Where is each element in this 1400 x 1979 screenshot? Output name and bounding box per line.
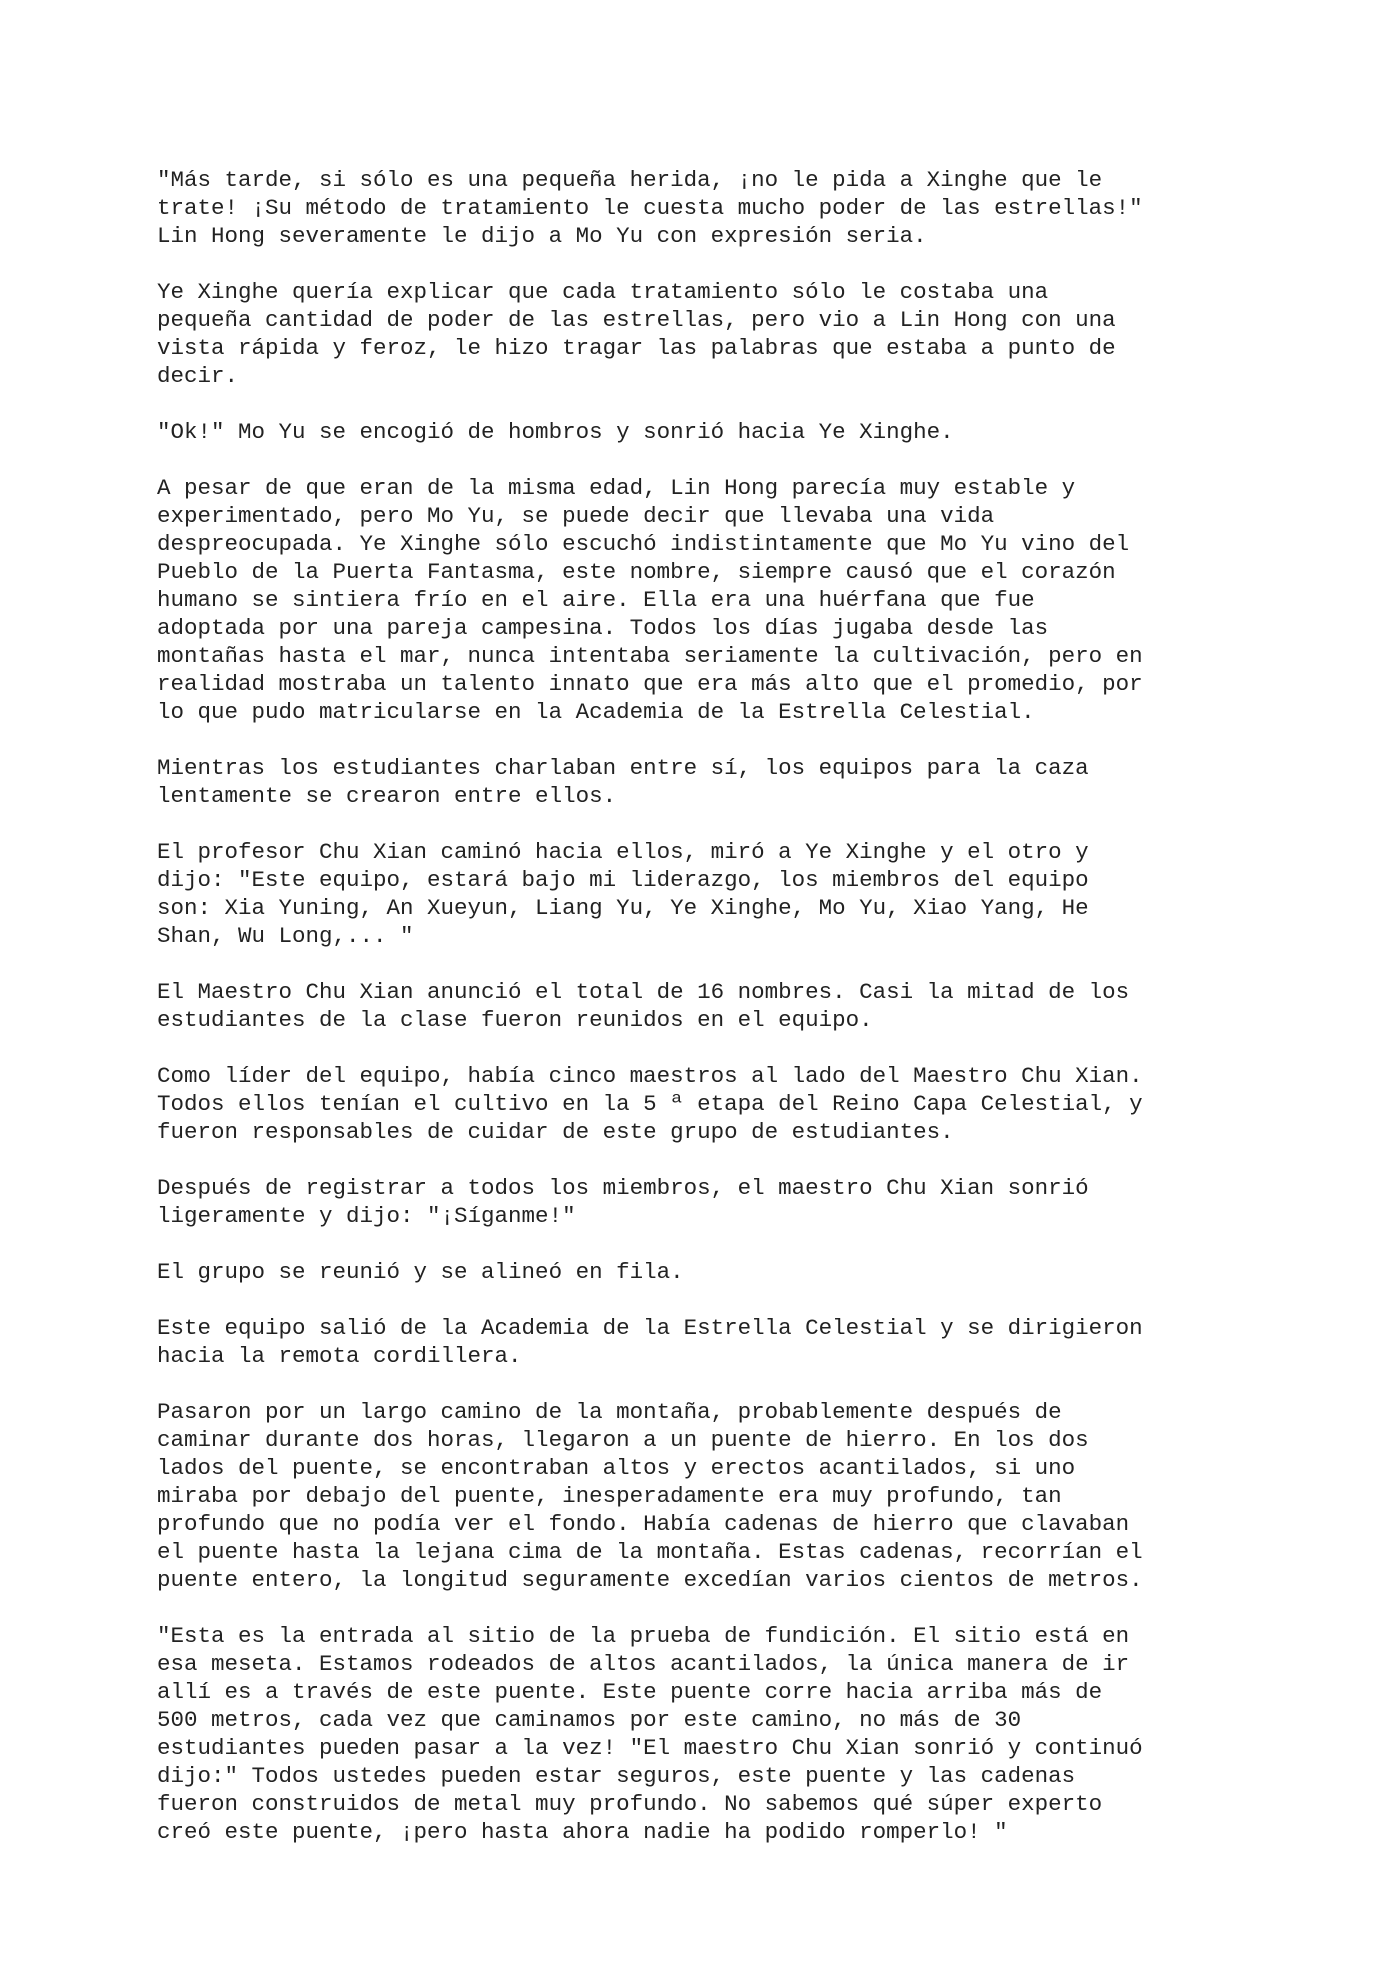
paragraph: "Ok!" Mo Yu se encogió de hombros y sonrió hacia Ye Xinghe.	[157, 419, 954, 445]
paragraph: Mientras los estudiantes charlaban entre sí, los equipos para la caza lentamente se crearon entre ellos.	[157, 755, 1089, 809]
paragraph: "Esta es la entrada al sitio de la prueba de fundición. El sitio está en esa meseta. Estamos rodeados de altos acantilados, la única manera de ir allí es a través de este puente. Este puente corre hacia arriba más de 500 metros, cada vez que caminamos por este camino, no más de 30 estudiantes pueden pasar a la vez! "El maestro Chu Xian sonrió y continuó dijo:" Todos ustedes pueden estar seguros, este puente y las cadenas fueron construidos de metal muy profundo. No sabemos qué súper experto creó este puente, ¡pero hasta ahora nadie ha podido romperlo! "	[157, 1623, 1143, 1845]
paragraph: "Más tarde, si sólo es una pequeña herida, ¡no le pida a Xinghe que le trate! ¡Su método de tratamiento le cuesta mucho poder de las estrellas!" Lin Hong severamente le dijo a Mo Yu con expresión seria.	[157, 167, 1143, 249]
paragraph: El grupo se reunió y se alineó en fila.	[157, 1259, 684, 1285]
paragraph: Ye Xinghe quería explicar que cada tratamiento sólo le costaba una pequeña cantidad de poder de las estrellas, pero vio a Lin Hong con una vista rápida y feroz, le hizo tragar las palabras que estaba a punto de decir.	[157, 279, 1116, 389]
paragraph: El Maestro Chu Xian anunció el total de 16 nombres. Casi la mitad de los estudiantes de la clase fueron reunidos en el equipo.	[157, 979, 1130, 1033]
paragraph: Pasaron por un largo camino de la montaña, probablemente después de caminar durante dos horas, llegaron a un puente de hierro. En los dos lados del puente, se encontraban altos y erectos acantilados, si uno miraba por debajo del puente, inesperadamente era muy profundo, tan profundo que no podía ver el fondo. Había cadenas de hierro que clavaban el puente hasta la lejana cima de la montaña. Estas cadenas, recorrían el puente entero, la longitud seguramente excedían varios cientos de metros.	[157, 1399, 1143, 1593]
paragraph: Después de registrar a todos los miembros, el maestro Chu Xian sonrió ligeramente y dijo: "¡Síganme!"	[157, 1175, 1089, 1229]
paragraph: Este equipo salió de la Academia de la Estrella Celestial y se dirigieron hacia la remota cordillera.	[157, 1315, 1143, 1369]
paragraph: A pesar de que eran de la misma edad, Lin Hong parecía muy estable y experimentado, pero Mo Yu, se puede decir que llevaba una vida despreocupada. Ye Xinghe sólo escuchó indistintamente que Mo Yu vino del Pueblo de la Puerta Fantasma, este nombre, siempre causó que el corazón humano se sintiera frío en el aire. Ella era una huérfana que fue adoptada por una pareja campesina. Todos los días jugaba desde las montañas hasta el mar, nunca intentaba seriamente la cultivación, pero en realidad mostraba un talento innato que era más alto que el promedio, por lo que pudo matricularse en la Academia de la Estrella Celestial.	[157, 475, 1143, 725]
paragraph: El profesor Chu Xian caminó hacia ellos, miró a Ye Xinghe y el otro y dijo: "Este equipo, estará bajo mi liderazgo, los miembros del equipo son: Xia Yuning, An Xueyun, Liang Yu, Ye Xinghe, Mo Yu, Xiao Yang, He Shan, Wu Long,... "	[157, 839, 1089, 949]
paragraph: Como líder del equipo, había cinco maestros al lado del Maestro Chu Xian. Todos ellos tenían el cultivo en la 5 ª etapa del Reino Capa Celestial, y fueron responsables de cuidar de este grupo de estudiantes.	[157, 1063, 1143, 1145]
document-page	[157, 166, 1247, 1874]
